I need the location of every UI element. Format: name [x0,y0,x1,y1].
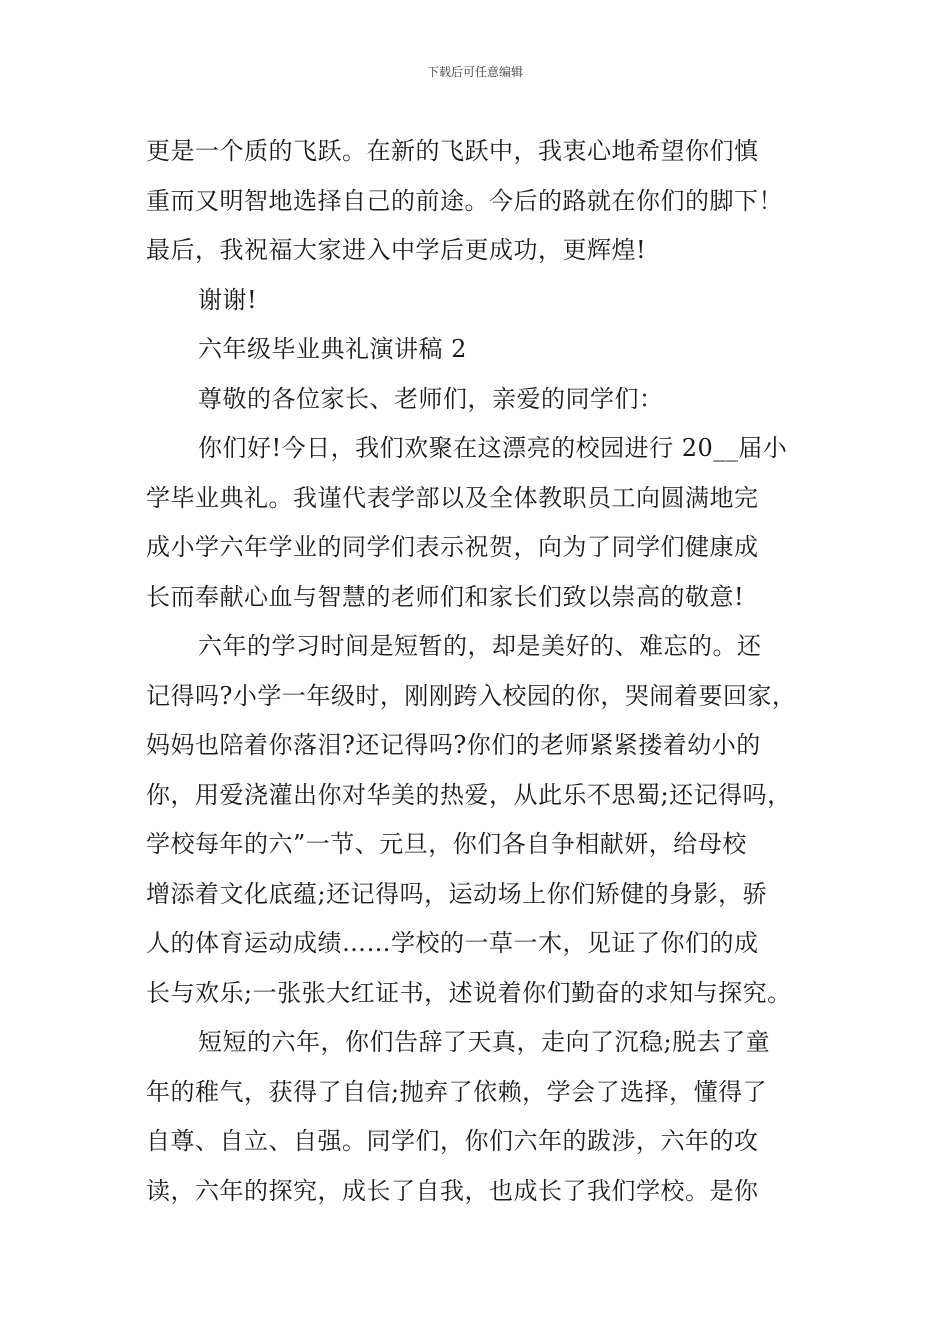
text-line: 妈妈也陪着你落泪?还记得吗?你们的老师紧紧搂着幼小的 [146,731,761,759]
section-title: 六年级毕业典礼演讲稿 2 [198,335,467,363]
text-line: 六年的学习时间是短暂的，却是美好的、难忘的。还 [198,632,762,660]
text-line: 你们好!今日，我们欢聚在这漂亮的校园进行 20__届小 [198,434,788,462]
text-line: 年的稚气，获得了自信;抛弃了依赖，学会了选择，懂得了 [146,1077,768,1106]
document-body [146,127,836,1216]
text-line: 长而奉献心血与智慧的老师们和家长们致以崇高的敬意! [146,582,745,611]
text-line: 短短的六年，你们告辞了天真，走向了沉稳;脱去了童 [198,1028,771,1056]
text-line: 更是一个质的飞跃。在新的飞跃中，我衷心地希望你们慎 [146,137,759,165]
page-header-note: 下载后可任意编辑 [426,65,523,79]
text-line: 记得吗?小学一年级时，刚刚跨入校园的你，哭闹着要回家， [146,681,797,710]
text-line: 重而又明智地选择自己的前途。今后的路就在你们的脚下！ [146,186,783,215]
text-line: 增添着文化底蕴;还记得吗，运动场上你们矫健的身影，骄 [146,879,768,908]
text-line: 学毕业典礼。我谨代表学部以及全体教职员工向圆满地完 [146,483,759,512]
text-line: 谢谢! [198,285,258,314]
text-line: 最后，我祝福大家进入中学后更成功，更辉煌! [146,236,647,264]
text-line: 学校每年的六”一节、元旦，你们各自争相献妍，给母校 [146,830,747,858]
text-line: 读，六年的探究，成长了自我，也成长了我们学校。是你 [146,1176,759,1205]
text-line: 自尊、自立、自强。同学们，你们六年的跋涉，六年的攻 [146,1127,759,1155]
text-line: 你，用爱浇灌出你对华美的热爱，从此乐不思蜀;还记得吗， [146,780,792,809]
text-line: 长与欢乐;一张张大红证书，述说着你们勤奋的求知与探究。 [146,978,792,1007]
text-line: 人的体育运动成绩……学校的一草一木，见证了你们的成 [146,929,759,957]
text-line: 成小学六年学业的同学们表示祝贺，向为了同学们健康成 [146,533,759,561]
salutation: 尊敬的各位家长、老师们，亲爱的同学们： [198,384,664,413]
